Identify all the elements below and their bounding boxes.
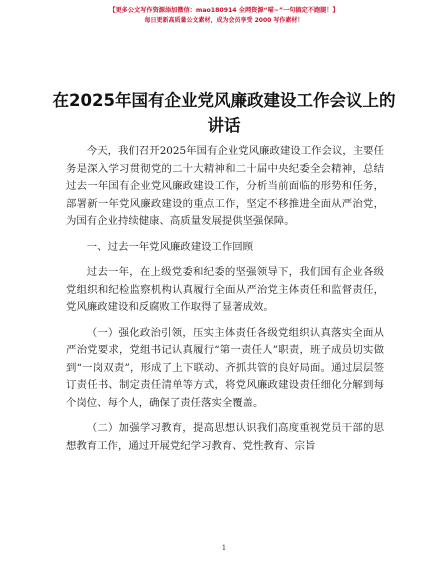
promo-banner bbox=[0, 6, 448, 26]
review-paragraph: 过去一年，在上级党委和纪委的坚强领导下，我们国有企业各级党组织和纪检监察机构认真履行全面从严治党主体责任和监督责任，党风廉政建设和反腐败工作取得了显著成效。 bbox=[66, 266, 384, 313]
subsection-paragraph-2: （二）加强学习教育，提高思想认识我们高度重视党员干部的思想教育工作，通过开展党纪学习教育、党性教育、宗旨 bbox=[66, 422, 384, 452]
section-heading: 一、过去一年党风廉政建设工作回顾 bbox=[86, 240, 254, 253]
page-number: 1 bbox=[221, 544, 227, 552]
intro-paragraph: 今天，我们召开2025年国有企业党风廉政建设工作会议，主要任务是深入学习贯彻党的二十大精神和二十届中央纪委全会精神，总结过去一年国有企业党风廉政建设工作，分析当前面临的形势和任务，部署新一年党风廉政建设的重点工作，坚定不移推进全面从严治党，为国有企业持续健康、高质量发展提供坚强保障。 bbox=[66, 145, 384, 227]
document-body bbox=[66, 143, 384, 463]
promo-banner-line2: 每日更新高质量公文素材，成为会员享受 2000 写作素材！ bbox=[144, 17, 304, 24]
document-title: 在2025年国有企业党风廉政建设工作会议上的讲话 bbox=[52, 91, 396, 135]
promo-banner-line1: 【更多公文写作资源添加微信：mao180914 全网资源“喵~”一句搞定不跑腿！】 bbox=[109, 7, 339, 14]
subsection-paragraph-1: （一）强化政治引领，压实主体责任各级党组织认真落实全面从严治党要求，党组书记认真履行“第一责任人”职责，班子成员切实做到“一岗双责”，形成了上下联动、齐抓共管的良好局面。通过层层签订责任书、制定责任清单等方式，将党风廉政建设责任细化分解到每个岗位、每个人，确保了责任落实全覆盖。 bbox=[66, 326, 384, 409]
